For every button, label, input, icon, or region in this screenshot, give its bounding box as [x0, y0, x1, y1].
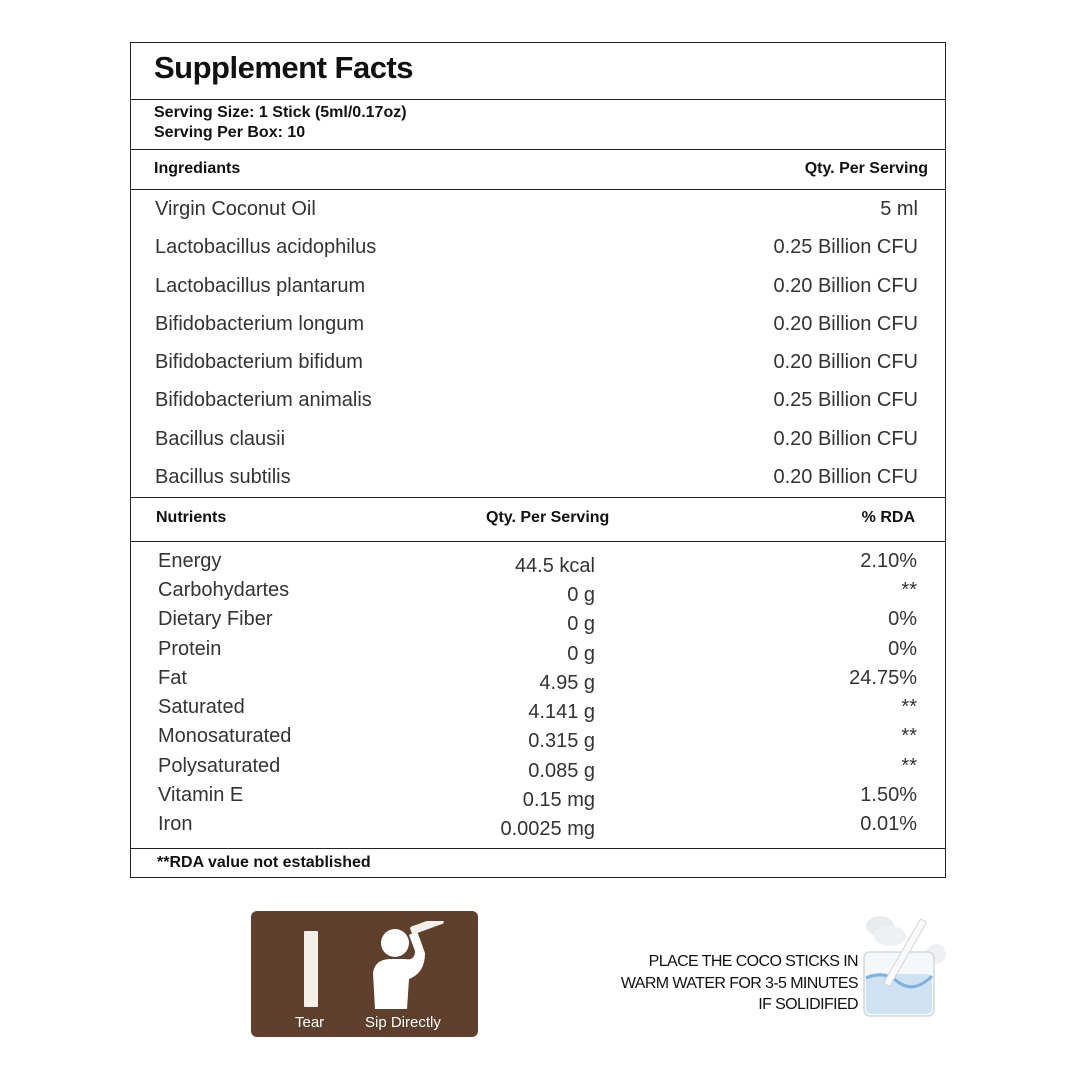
- usage-instructions-badge: [251, 911, 478, 1037]
- ingredients-list: [131, 190, 945, 498]
- nutrient-qty: 4.95 g: [539, 672, 595, 694]
- nutrient-row: [158, 667, 917, 696]
- nutrient-name: Vitamin E: [158, 784, 244, 806]
- nutrients-rda-header: % RDA: [861, 509, 915, 526]
- ingredient-name: Bifidobacterium longum: [155, 313, 364, 335]
- warming-note: [621, 951, 858, 1016]
- ingredient-name: Bacillus clausii: [155, 428, 286, 450]
- ingredient-name: Lactobacillus acidophilus: [155, 236, 377, 258]
- tear-label: Tear: [295, 1014, 325, 1031]
- ingredient-qty: 0.20 Billion CFU: [773, 351, 918, 373]
- nutrient-name: Dietary Fiber: [158, 608, 273, 630]
- nutrient-name: Carbohydartes: [158, 579, 290, 601]
- ingredients-header-label: Ingrediants: [154, 160, 241, 177]
- nutrients-header-label: Nutrients: [156, 509, 227, 526]
- person-drinking-icon: [369, 921, 449, 1009]
- nutrient-rda: **: [901, 579, 917, 601]
- nutrient-rda: 0.01%: [860, 813, 917, 835]
- nutrient-name: Fat: [158, 667, 187, 689]
- ingredient-qty: 5 ml: [880, 198, 918, 220]
- ingredient-row: [155, 313, 918, 351]
- nutrient-row: [158, 813, 917, 842]
- nutrient-qty: 0 g: [567, 584, 595, 606]
- ingredient-row: [155, 428, 918, 466]
- nutrient-qty: 0 g: [567, 643, 595, 665]
- sip-directly-label: Sip Directly: [365, 1014, 441, 1031]
- ingredient-qty: 0.20 Billion CFU: [773, 466, 918, 488]
- nutrient-name: Saturated: [158, 696, 245, 718]
- stick-pack-icon: [304, 931, 318, 1007]
- nutrient-row: [158, 579, 917, 608]
- ingredient-qty: 0.25 Billion CFU: [773, 389, 918, 411]
- nutrient-rda: **: [901, 696, 917, 718]
- nutrient-name: Monosaturated: [158, 725, 292, 747]
- nutrient-name: Iron: [158, 813, 193, 835]
- nutrient-rda: **: [901, 725, 917, 747]
- serving-per-box: Serving Per Box: 10: [154, 124, 306, 141]
- nutrients-list: [131, 542, 945, 849]
- nutrient-rda: 24.75%: [849, 667, 917, 689]
- ingredient-name: Virgin Coconut Oil: [155, 198, 316, 220]
- nutrients-header: [131, 498, 945, 542]
- nutrient-qty: 0.0025 mg: [500, 818, 595, 840]
- supplement-facts-panel: [130, 42, 946, 878]
- nutrient-qty: 0 g: [567, 613, 595, 635]
- nutrient-qty: 4.141 g: [528, 701, 595, 723]
- ingredient-row: [155, 198, 918, 236]
- nutrients-qty-header: Qty. Per Serving: [486, 509, 610, 526]
- footnote-section: [131, 849, 945, 877]
- ingredient-qty: 0.20 Billion CFU: [773, 275, 918, 297]
- serving-size: Serving Size: 1 Stick (5ml/0.17oz): [154, 104, 407, 121]
- nutrient-rda: 0%: [888, 608, 917, 630]
- ingredient-name: Bifidobacterium bifidum: [155, 351, 363, 373]
- nutrient-rda: **: [901, 755, 917, 777]
- ingredient-qty: 0.20 Billion CFU: [773, 313, 918, 335]
- nutrient-row: [158, 696, 917, 725]
- page-title: Supplement Facts: [154, 50, 413, 85]
- nutrient-name: Protein: [158, 638, 222, 660]
- note-line: PLACE THE COCO STICKS IN: [648, 953, 858, 970]
- ingredient-qty: 0.25 Billion CFU: [773, 236, 918, 258]
- nutrient-rda: 0%: [888, 638, 917, 660]
- nutrient-qty: 0.085 g: [528, 760, 595, 782]
- nutrient-rda: 1.50%: [860, 784, 917, 806]
- ingredients-qty-header: Qty. Per Serving: [804, 160, 928, 177]
- nutrient-name: Polysaturated: [158, 755, 281, 777]
- ingredients-header: [131, 150, 945, 190]
- nutrient-row: [158, 550, 917, 579]
- nutrient-rda: 2.10%: [860, 550, 917, 572]
- nutrient-row: [158, 755, 917, 784]
- nutrient-qty: 44.5 kcal: [514, 555, 595, 577]
- nutrient-row: [158, 638, 917, 667]
- ingredient-qty: 0.20 Billion CFU: [773, 428, 918, 450]
- serving-section: [131, 100, 945, 150]
- warm-water-beaker-icon: [858, 912, 950, 1018]
- ingredient-row: [155, 389, 918, 427]
- ingredient-name: Bifidobacterium animalis: [155, 389, 372, 411]
- ingredient-row: [155, 275, 918, 313]
- ingredient-row: [155, 236, 918, 274]
- nutrient-row: [158, 608, 917, 637]
- footnote: **RDA value not established: [157, 854, 371, 871]
- nutrient-name: Energy: [158, 550, 222, 572]
- ingredient-name: Lactobacillus plantarum: [155, 275, 366, 297]
- nutrient-qty: 0.315 g: [528, 730, 595, 752]
- nutrient-row: [158, 725, 917, 754]
- nutrient-qty: 0.15 mg: [522, 789, 595, 811]
- note-line: IF SOLIDIFIED: [758, 996, 858, 1013]
- nutrient-row: [158, 784, 917, 813]
- note-line: WARM WATER FOR 3-5 MINUTES: [620, 974, 858, 992]
- ingredient-row: [155, 351, 918, 389]
- title-section: [131, 43, 945, 100]
- ingredient-name: Bacillus subtilis: [155, 466, 291, 488]
